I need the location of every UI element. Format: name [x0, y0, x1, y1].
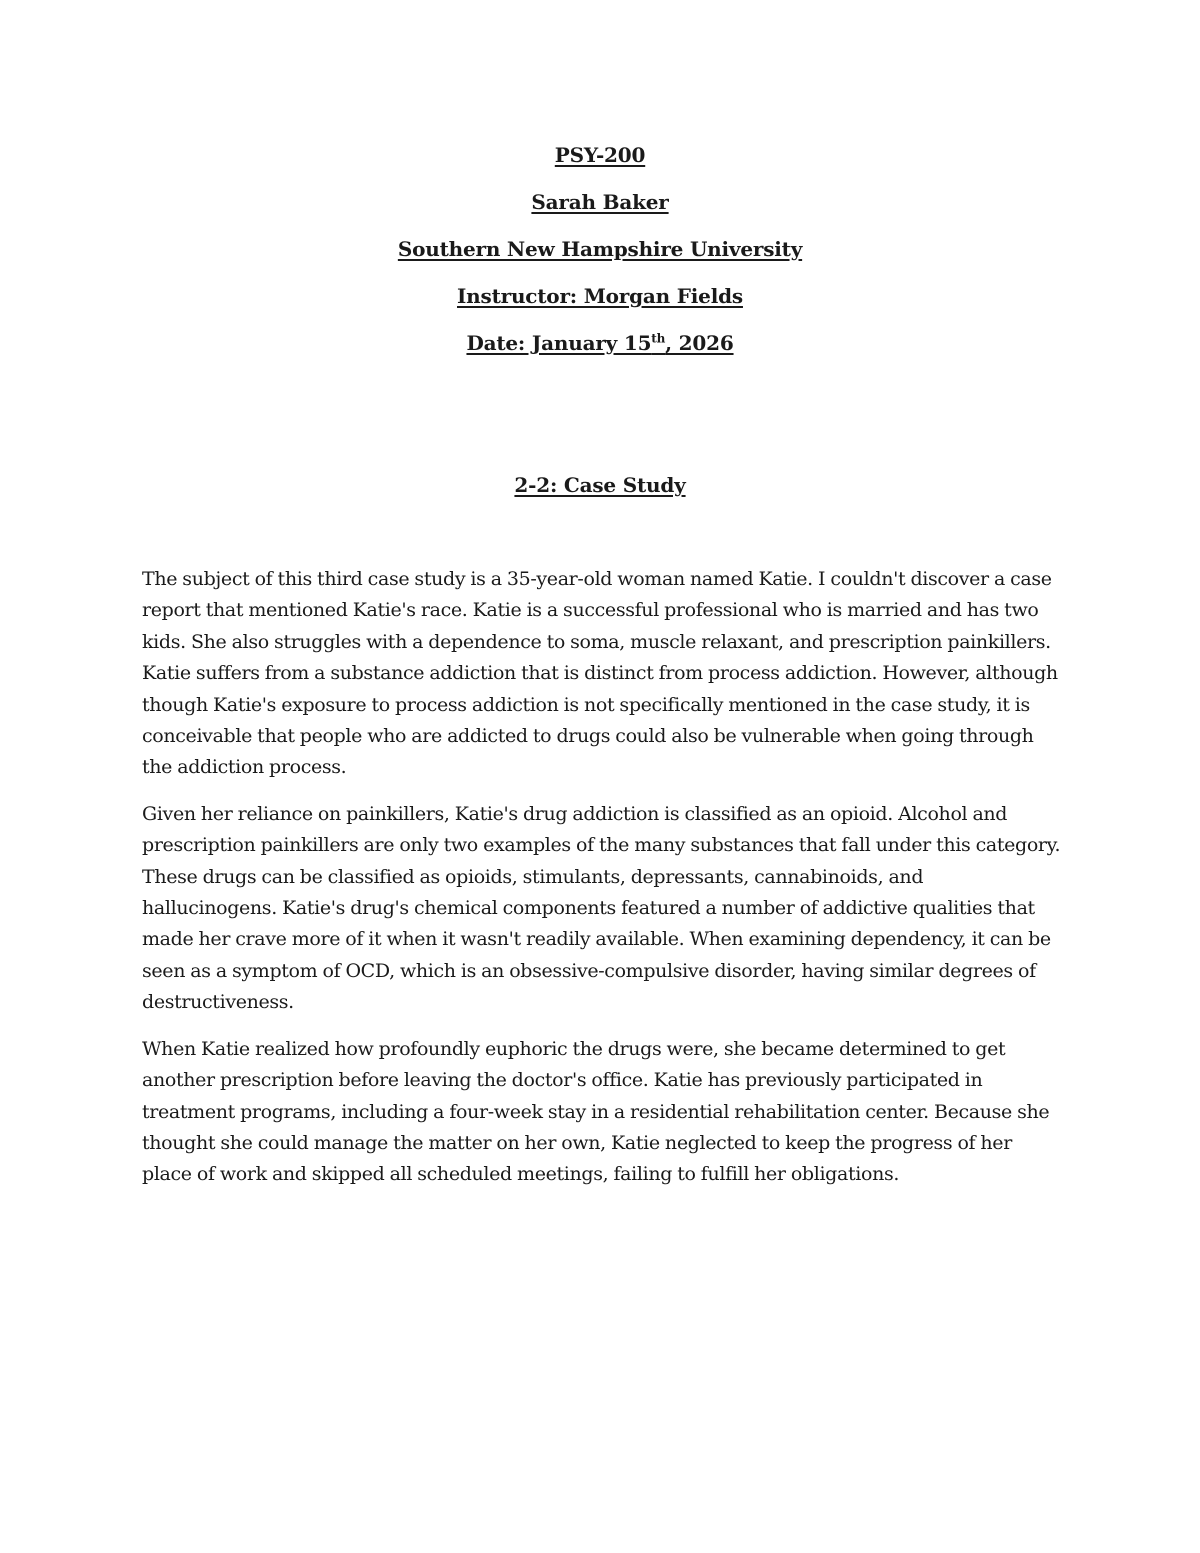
author-name: Sarah Baker [531, 190, 669, 214]
date-year: , 2026 [665, 331, 734, 355]
title-block [0, 140, 1200, 375]
section-heading: 2-2: Case Study [514, 473, 686, 497]
paragraph-1: The subject of this third case study is a 35-year-old woman named Katie. I couldn't discover a case report that mentioned Katie's race. Katie is a successful professional who is married and has two kids. She also struggles with a dependence to soma, muscle relaxant, and prescription painkillers. Katie suffers from a substance addiction that is distinct from process addiction. However, although though Katie's exposure to process addiction is not specifically mentioned in the case study, it is conceivable that people who are addicted to drugs could also be vulnerable when going through the addiction process. [142, 568, 1058, 779]
date-ordinal-suffix: th [651, 331, 666, 346]
university-name: Southern New Hampshire University [397, 237, 803, 261]
course-code: PSY-200 [554, 143, 646, 167]
instructor-name: Instructor: Morgan Fields [457, 284, 743, 308]
date-prefix: Date: January 15 [466, 331, 652, 355]
paragraph-3: When Katie realized how profoundly euphoric the drugs were, she became determined to get another prescription before leaving the doctor's office. Katie has previously participated in treatment programs, including a four-week stay in a residential rehabilitation center. Because she thought she could manage the matter on her own, Katie neglected to keep the progress of her place of work and skipped all scheduled meetings, failing to fulfill her obligations. [142, 1037, 1050, 1186]
date-line [0, 328, 1200, 358]
paragraph-2: Given her reliance on painkillers, Katie's drug addiction is classified as an opioid. Alcohol and prescription painkillers are only two examples of the many substances that fall under this category. These drugs can be classified as opioids, stimulants, depressants, cannabinoids, and hallucinogens. Katie's drug's chemical components featured a number of addictive qualities that made her crave more of it when it wasn't readily available. When examining dependency, it can be seen as a symptom of OCD, which is an obsessive-compulsive disorder, having similar degrees of destructiveness. [142, 802, 1061, 1014]
body-text [142, 564, 1062, 1206]
